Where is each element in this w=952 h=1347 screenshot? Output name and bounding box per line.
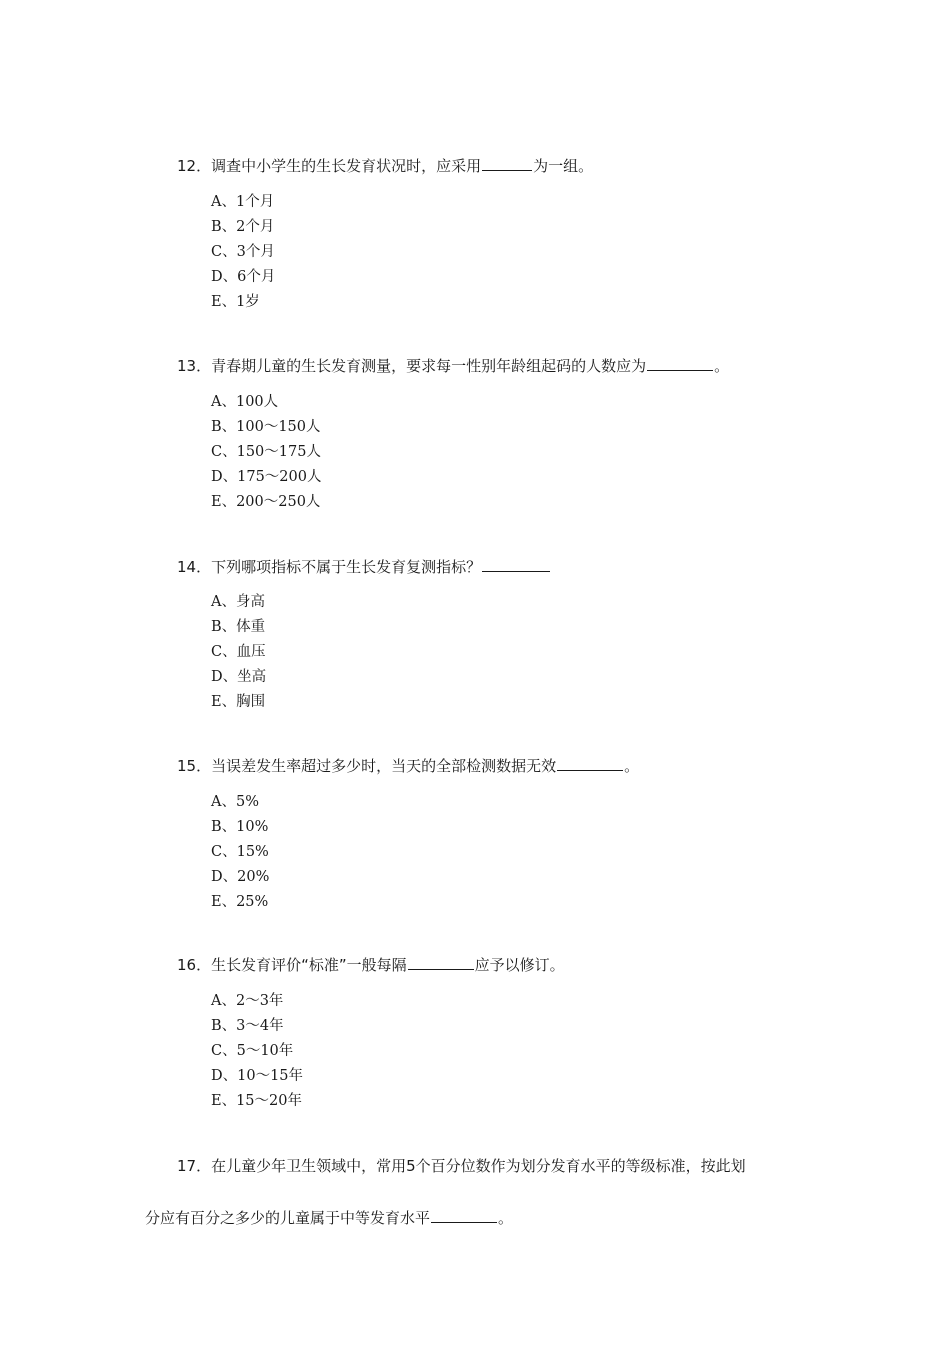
option-e: E、25% — [211, 894, 269, 910]
question-text-suffix: 。 — [714, 357, 730, 375]
option-b: B、体重 — [211, 619, 266, 635]
option-e: E、胸围 — [211, 694, 266, 710]
answer-blank — [482, 156, 532, 171]
options-list — [211, 190, 275, 315]
option-a: A、2～3年 — [211, 993, 284, 1009]
option-d: D、坐高 — [211, 669, 267, 685]
option-b: B、10% — [211, 819, 269, 835]
option-c: C、5～10年 — [211, 1043, 294, 1059]
question-text-suffix: 。 — [624, 757, 640, 775]
question-text: 14．下列哪项指标不属于生长发育复测指标？ — [177, 558, 482, 576]
question-stem — [177, 557, 551, 577]
question-text: 15．当误差发生率超过多少时，当天的全部检测数据无效 — [177, 757, 557, 775]
option-a: A、1个月 — [211, 194, 275, 210]
option-e: E、200～250人 — [211, 494, 321, 510]
option-c: C、血压 — [211, 644, 266, 660]
answer-blank — [408, 955, 474, 970]
question-stem — [177, 756, 639, 776]
question-text-suffix: 。 — [498, 1209, 514, 1227]
option-b: B、100～150人 — [211, 419, 321, 435]
option-c: C、15% — [211, 844, 269, 860]
option-a: A、100人 — [211, 394, 279, 410]
options-list — [211, 790, 269, 915]
option-e: E、1岁 — [211, 294, 260, 310]
option-b: B、3～4年 — [211, 1018, 284, 1034]
question-text: 分应有百分之多少的儿童属于中等发育水平 — [145, 1209, 431, 1227]
option-c: C、3个月 — [211, 244, 275, 260]
option-c: C、150～175人 — [211, 444, 321, 460]
options-list — [211, 590, 266, 715]
options-list — [211, 390, 321, 515]
question-stem — [177, 955, 565, 975]
question-stem-line1: 17．在儿童少年卫生领域中，常用5个百分位数作为划分发育水平的等级标准，按此划 — [177, 1157, 746, 1175]
question-stem — [177, 156, 593, 176]
question-text-suffix: 为一组。 — [533, 157, 594, 175]
question-text: 16．生长发育评价“标准”一般每隔 — [177, 956, 407, 974]
answer-blank — [482, 557, 550, 572]
answer-blank — [647, 356, 713, 371]
question-text: 12．调查中小学生的生长发育状况时，应采用 — [177, 157, 482, 175]
answer-blank — [431, 1208, 497, 1223]
option-e: E、15～20年 — [211, 1093, 302, 1109]
answer-blank — [557, 756, 623, 771]
options-list — [211, 989, 303, 1114]
option-a: A、身高 — [211, 594, 265, 610]
option-b: B、2个月 — [211, 219, 275, 235]
option-d: D、20% — [211, 869, 270, 885]
question-stem — [177, 356, 729, 376]
option-d: D、10～15年 — [211, 1068, 304, 1084]
question-stem-line2 — [145, 1208, 513, 1228]
question-text-suffix: 应予以修订。 — [474, 956, 565, 974]
question-text: 13．青春期儿童的生长发育测量，要求每一性别年龄组起码的人数应为 — [177, 357, 647, 375]
option-d: D、6个月 — [211, 269, 276, 285]
option-a: A、5% — [211, 794, 259, 810]
option-d: D、175～200人 — [211, 469, 322, 485]
